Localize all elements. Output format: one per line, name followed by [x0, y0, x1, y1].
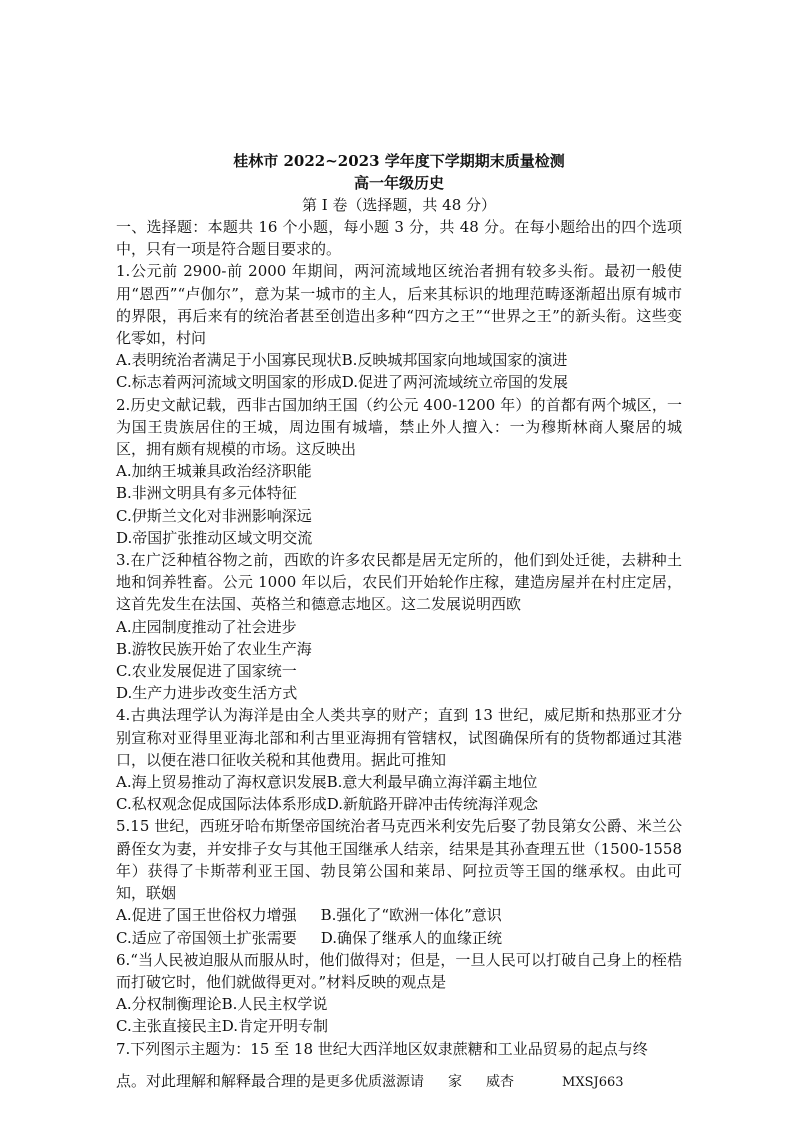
question-4-options-row-1 — [116, 771, 682, 793]
question-1-option-c: C.标志着两河流域文明国家的形成 — [116, 373, 342, 392]
section-heading: 第 I 卷（选择题，共 48 分） — [301, 196, 497, 214]
question-4-option-a: A.海上贸易推动了海权意识发展 — [116, 773, 327, 792]
question-7-tail: 点。对此理解和解释最合理的是 — [116, 1071, 327, 1090]
question-5-options-row-1 — [116, 904, 682, 926]
question-6-option-c: C.主张直接民主 — [116, 1017, 222, 1036]
watermark-text-c: 威杏 — [486, 1073, 515, 1090]
question-1-option-b: B.反映城邦国家向地域国家的演进 — [341, 351, 568, 370]
watermark-code: MXSJ663 — [562, 1074, 624, 1090]
question-2-option-c: C.伊斯兰文化对非洲影响深远 — [116, 506, 312, 525]
question-1-option-a: A.表明统治者满足于小国寡民现状 — [116, 351, 342, 370]
exam-subtitle: 高一年级历史 — [353, 174, 444, 192]
question-4-stem: 4.古典法理学认为海洋是由全人类共享的财产；直到 13 世纪，威尼斯和热那亚才分别宣称对亚得里亚海北部和利古里亚海拥有管辖权，试图确保所有的货物都通过其港口，以便在港口征收关税和其他费用。据此可推知 — [116, 706, 682, 769]
question-4-option-b: B.意大利最早确立海洋霸主地位 — [326, 773, 538, 792]
exam-title: 桂林市 2022~2023 学年度下学期期末质量检测 — [233, 152, 565, 170]
question-2-option-b: B.非洲文明具有多元体特征 — [116, 484, 297, 503]
question-6-options-row-1 — [116, 993, 682, 1015]
question-2-option-d: D.帝国扩张推动区域文明交流 — [116, 528, 313, 547]
question-6-stem: 6.“当人民被迫服从而服从时，他们做得对；但是，一旦人民可以打破自己身上的桎梏而打破它时，他们就做得更对。”材料反映的观点是 — [116, 950, 682, 991]
question-6-options-row-2 — [116, 1015, 682, 1037]
question-1-stem: 1.公元前 2900-前 2000 年期间，两河流域地区统治者拥有较多头衔。最初一般使用“恩西”“卢伽尔”，意为某一城市的主人，后来其标识的地理范畴逐渐超出原有城市的界限，再后来有的统治者甚至创造出多种“四方之王”“世界之王”的新头衔。这些变化零如，村问 — [116, 262, 682, 348]
question-4-options-row-2 — [116, 793, 682, 815]
question-5-options-row-2 — [116, 927, 682, 949]
question-7-stem: 7.下列图示主题为：15 至 18 世纪大西洋地区奴隶蔗糖和工业品贸易的起点与终 — [116, 1039, 648, 1058]
question-3-stem: 3.在广泛种植谷物之前，西欧的许多农民都是居无定所的，他们到处迁徙，去耕种土地和饲养牲畜。公元 1000 年以后，农民们开始轮作庄稼，建造房屋并在村庄定居，这首先发生在法国、英格兰和德意志地区。这二发展说明西欧 — [116, 551, 682, 614]
question-1-option-d: D.促进了两河流域统立帝国的发展 — [341, 373, 568, 392]
watermark-text-b: 家 — [448, 1073, 463, 1090]
question-5-option-c: C.适应了帝国领土扩张需要 — [116, 928, 297, 947]
instructions: 一、选择题：本题共 16 个小题，每小题 3 分，共 48 分。在每小题给出的四个选项中，只有一项是符合题目要求的。 — [116, 218, 682, 259]
question-4-option-d: D.新航路开辟冲击传统海洋观念 — [326, 795, 538, 814]
question-5-option-a: A.促进了国王世俗权力增强 — [116, 906, 297, 925]
question-3-option-a: A.庄园制度推动了社会进步 — [116, 617, 297, 636]
question-6-option-b: B.人民主权学说 — [221, 995, 328, 1014]
question-6-option-d: D.肯定开明专制 — [221, 1017, 328, 1036]
question-2-stem: 2.历史文献记载，西非古国加纳王国（约公元 400-1200 年）的首都有两个城区，一为国王贵族居住的王城，周边围有城墙，禁止外人擅入：一为穆斯林商人聚居的城区，拥有颇有规模的市场。这反映出 — [116, 395, 682, 459]
watermark-text: 更多优质滋源请 — [326, 1073, 425, 1090]
question-5-option-d: D.确保了继承人的血缘正统 — [320, 928, 502, 947]
question-5-option-b: B.强化了“欧洲一体化”意识 — [320, 906, 502, 925]
question-2-option-a: A.加纳王城兼具政治经济职能 — [116, 462, 312, 481]
exam-content — [116, 150, 682, 1109]
question-1-options-row-1 — [116, 349, 682, 371]
question-7-tail-line — [116, 1070, 682, 1094]
question-3-option-c: C.农业发展促进了国家统一 — [116, 662, 297, 681]
question-3-option-d: D.生产力进步改变生活方式 — [116, 684, 298, 703]
question-3-option-b: B.游牧民族开始了农业生产海 — [116, 639, 312, 658]
question-5-stem: 5.15 世纪，西班牙哈布斯堡帝国统治者马克西米利安先后娶了勃艮第女公爵、米兰公爵侄女为妻，并安排子女与其他王国继承人结亲，结果是其孙查理五世（1500-1558 年）获得了卡斯蒂利亚王国、勃艮第公国和莱昂、阿拉贡等王国的继承权。由此可知，联姻 — [116, 817, 682, 903]
question-4-option-c: C.私权观念促成国际法体系形成 — [116, 795, 327, 814]
question-1-options-row-2 — [116, 371, 682, 393]
question-6-option-a: A.分权制衡理论 — [116, 995, 222, 1014]
